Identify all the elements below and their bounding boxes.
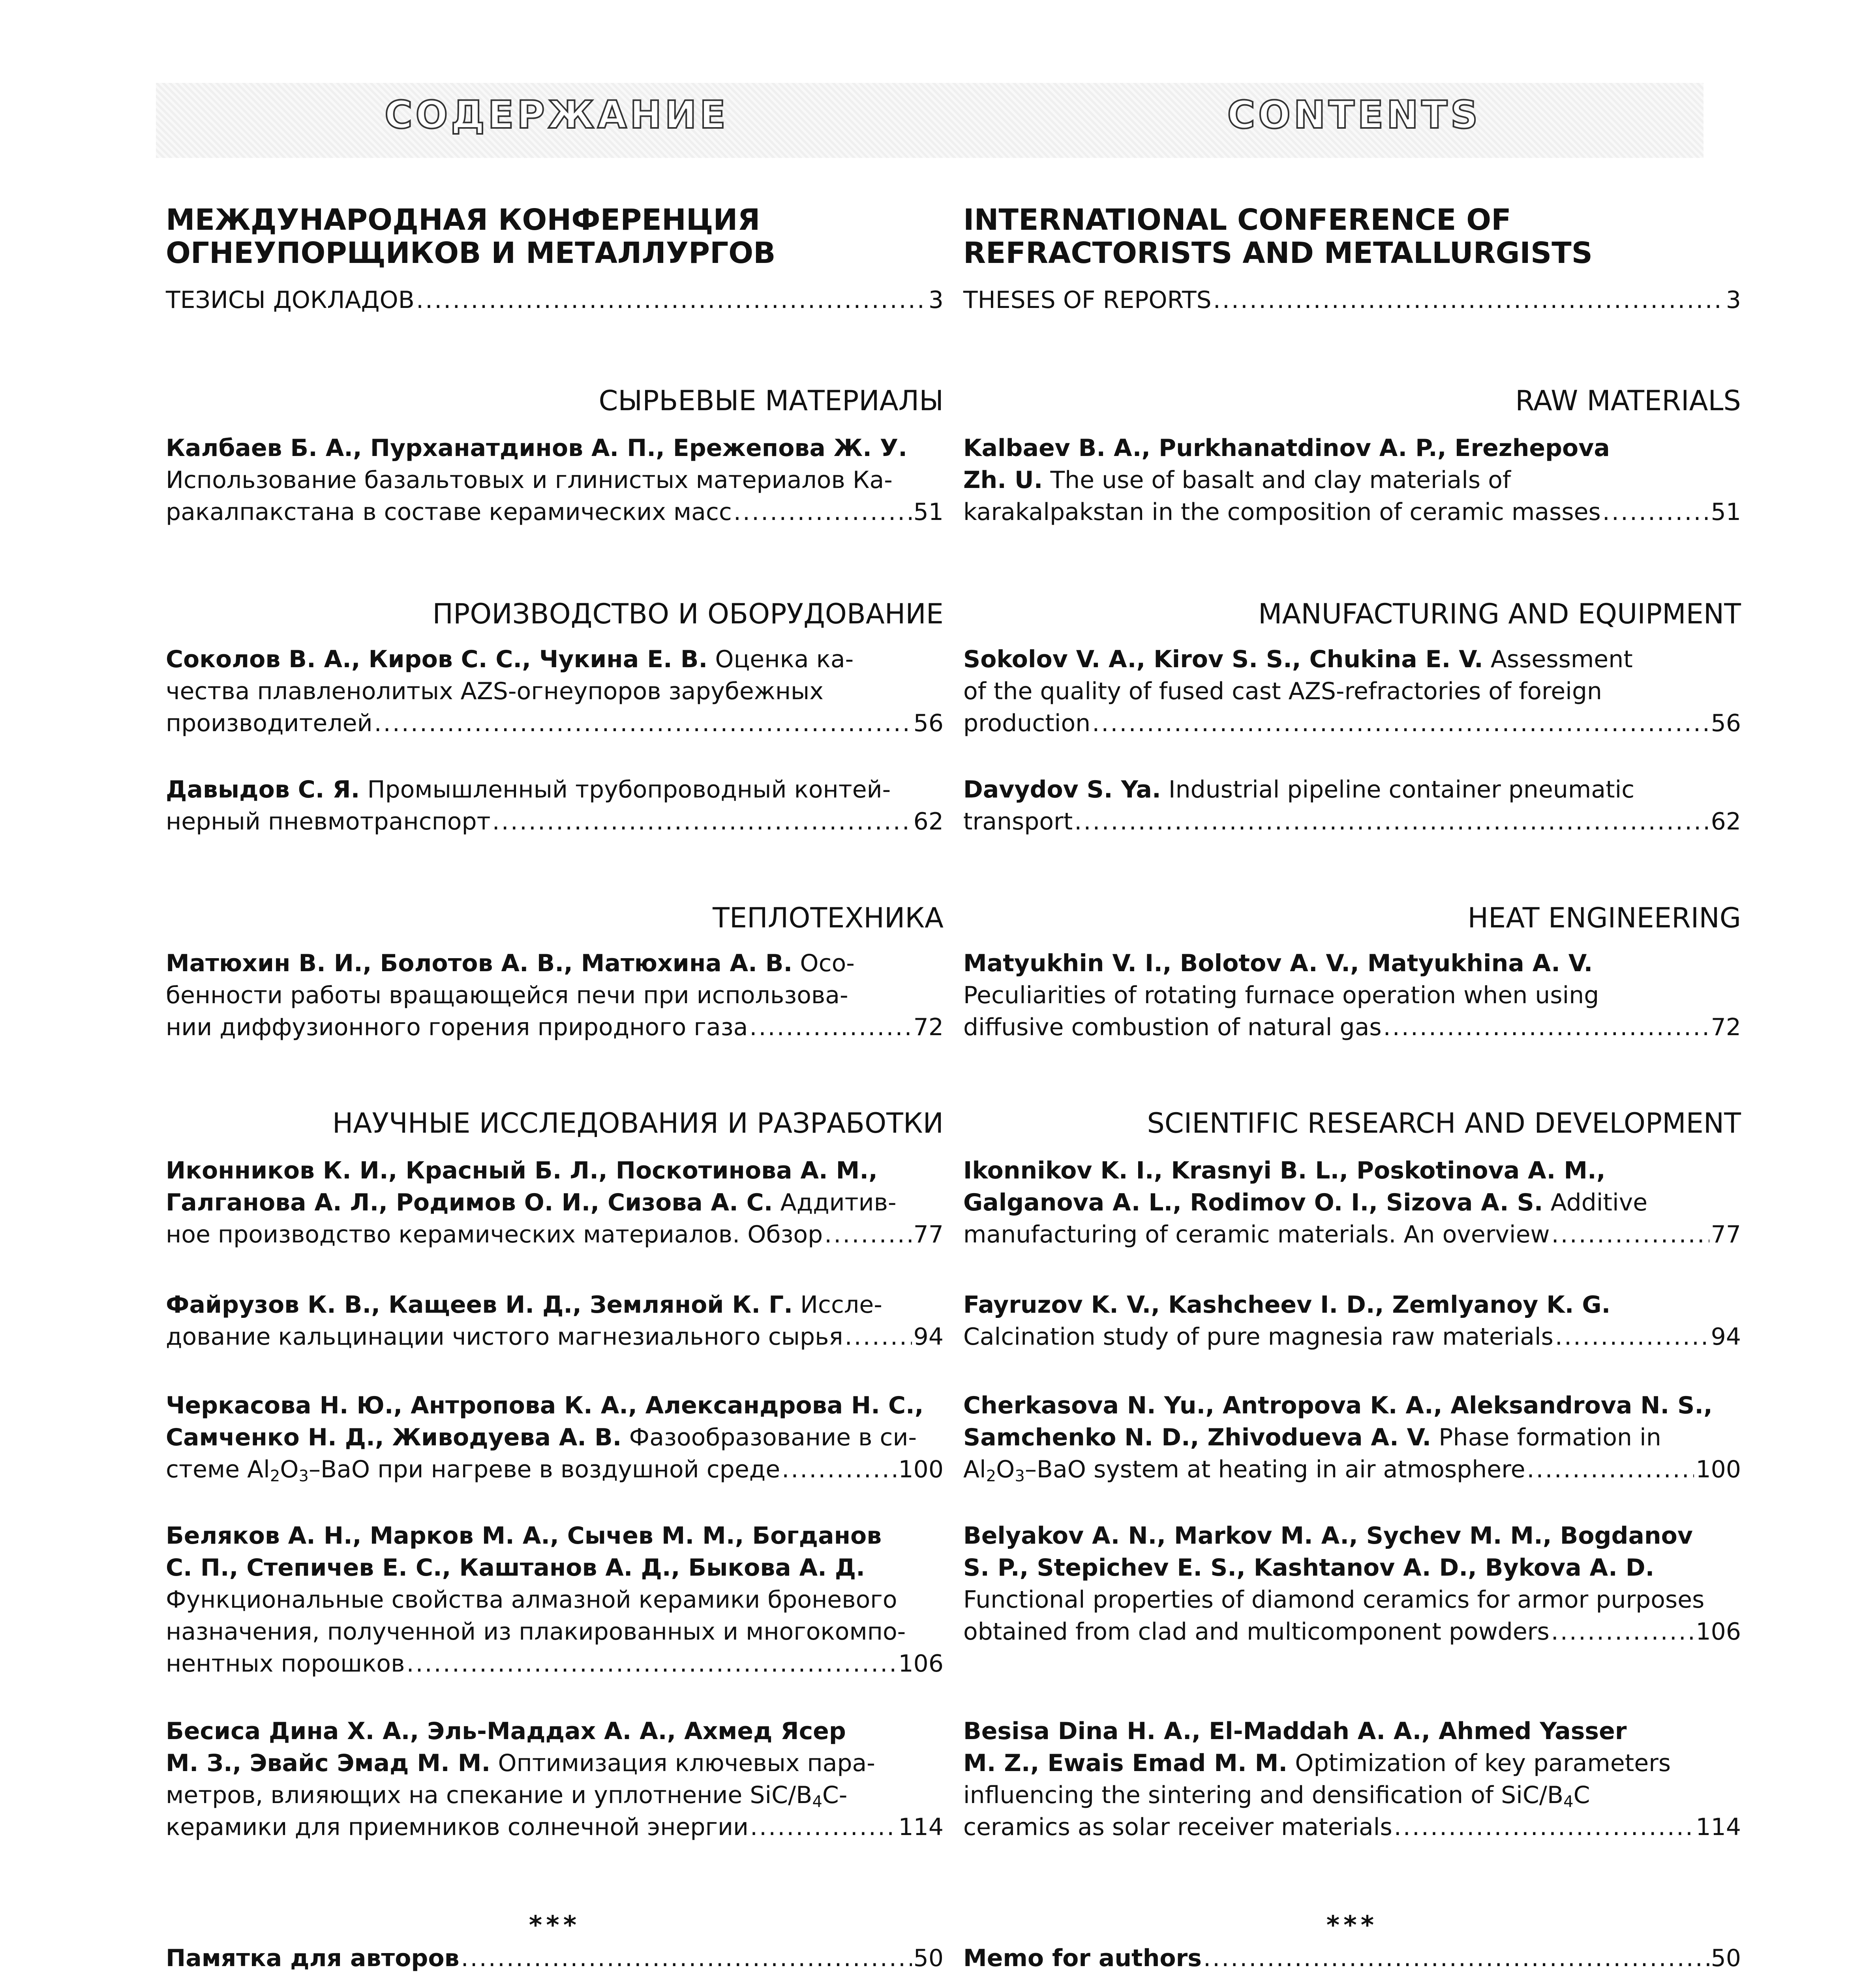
section-heading: ПРОИЗВОДСТВО И ОБОРУДОВАНИЕ [432, 598, 944, 630]
header-title-en: CONTENTS [1227, 93, 1481, 137]
section-heading: RAW MATERIALS [1515, 385, 1741, 417]
toc-entry[interactable]: Kalbaev B. A., Purkhanatdinov A. P., Erezhepova Zh. U. The use of basalt and clay materials of karakalpakstan in the composition of ceramic masses ..... 51 [963, 432, 1741, 528]
toc-entry-memo[interactable]: Memo for authors ..... 50 [963, 1942, 1741, 1974]
toc-entry[interactable]: Давыдов С. Я. Промышленный трубопроводный контей- нерный пневмотранспорт ..... 62 [166, 774, 944, 838]
page-number: 3 [928, 286, 944, 314]
toc-entry[interactable]: Belyakov A. N., Markov M. A., Sychev M. M., Bogdanov S. P., Stepichev E. S., Kashtanov A. D., Bykova A. D. Functional properties of diamond ceramics for armor purposes obtained from clad and multicomponent powders ..... 106 [963, 1520, 1741, 1648]
toc-entry[interactable]: Sokolov V. A., Kirov S. S., Chukina E. V. Assessment of the quality of fused cast AZS-refractories of foreign production ..... 56 [963, 644, 1741, 739]
toc-entry[interactable]: Ikonnikov K. I., Krasnyi B. L., Poskotinova A. M., Galganova A. L., Rodimov O. I., Sizova A. S. Additive manufacturing of ceramic materials. An overview ..... 77 [963, 1155, 1741, 1251]
conference-title: МЕЖДУНАРОДНАЯ КОНФЕРЕНЦИЯ ОГНЕУПОРЩИКОВ И МЕТАЛЛУРГОВ [166, 203, 776, 270]
toc-entry-theses[interactable]: ТЕЗИСЫ ДОКЛАДОВ ..... 3 [166, 284, 944, 316]
entry-authors: Калбаев Б. А., Пурханатдинов А. П., Ережепова Ж. У. [166, 434, 907, 462]
toc-entry-theses[interactable]: THESES OF REPORTS ..... 3 [963, 284, 1741, 316]
toc-entry[interactable]: Davydov S. Ya. Industrial pipeline container pneumatic transport ..... 62 [963, 774, 1741, 838]
section-heading: MANUFACTURING AND EQUIPMENT [1258, 598, 1741, 630]
section-heading: СЫРЬЕВЫЕ МАТЕРИАЛЫ [598, 385, 944, 417]
toc-entry[interactable]: Иконников К. И., Красный Б. Л., Поскотинова А. М., Галганова А. Л., Родимов О. И., Сизова А. С. Аддитив- ное производство керамических материалов. Обзор ..... 77 [166, 1155, 944, 1251]
conference-title: INTERNATIONAL CONFERENCE OF REFRACTORISTS AND METALLURGISTS [963, 203, 1593, 270]
section-heading: HEAT ENGINEERING [1467, 902, 1741, 934]
header-title-ru: СОДЕРЖАНИЕ [385, 93, 729, 137]
toc-entry[interactable]: Бесиса Дина Х. А., Эль-Маддах А. А., Ахмед Ясер М. З., Эвайс Эмад М. М. Оптимизация ключевых пара- метров, влияющих на спекание и уплотнение SiC/$B_4C-$ керамики для приемников солнечной энергии ..... 114 [166, 1715, 944, 1843]
separator-stars: *** [529, 1911, 581, 1940]
separator-stars: *** [1326, 1911, 1378, 1940]
toc-entry-memo[interactable]: Памятка для авторов ..... 50 [166, 1942, 944, 1974]
toc-entry[interactable]: Матюхин В. И., Болотов А. В., Матюхина А. В. Осо- бенности работы вращающейся печи при использова- нии диффузионного горения природного газа ..... 72 [166, 948, 944, 1043]
toc-entry[interactable]: Беляков А. Н., Марков М. А., Сычев М. М., Богданов С. П., Степичев Е. С., Каштанов А. Д., Быкова А. Д. Функциональные свойства алмазной керамики броневого назначения, полученной из плакированных и многокомпо- нентных порошков ..... 106 [166, 1520, 944, 1680]
toc-entry[interactable]: Соколов В. А., Киров С. С., Чукина Е. В. Оценка ка- чества плавленолитых AZS-огнеупоров зарубежных производителей ..... 56 [166, 644, 944, 739]
toc-entry[interactable]: Файрузов К. В., Кащеев И. Д., Земляной К. Г. Иссле- дование кальцинации чистого магнезиального сырья ..... 94 [166, 1289, 944, 1353]
toc-entry[interactable]: Cherkasova N. Yu., Antropova K. A., Aleksandrova N. S., Samchenko N. D., Zhivodueva A. V. Phase formation in $Al_2O_3$–BaO system at heating in air atmosphere ..... 100 [963, 1390, 1741, 1486]
section-heading: ТЕПЛОТЕХНИКА [713, 902, 944, 934]
toc-entry[interactable]: Калбаев Б. А., Пурханатдинов А. П., Ережепова Ж. У. Использование базальтовых и глинистых материалов Ка- ракалпакстана в составе керамических масс ..... 51 [166, 432, 944, 528]
toc-entry[interactable]: Черкасова Н. Ю., Антропова К. А., Александрова Н. С., Самченко Н. Д., Живодуева А. В. Фазообразование в си- стеме $Al_2O_3$–BaO при нагреве в воздушной среде ..... 100 [166, 1390, 944, 1486]
section-heading: SCIENTIFIC RESEARCH AND DEVELOPMENT [1147, 1107, 1741, 1139]
section-heading: НАУЧНЫЕ ИССЛЕДОВАНИЯ И РАЗРАБОТКИ [332, 1107, 944, 1139]
toc-entry[interactable]: Matyukhin V. I., Bolotov A. V., Matyukhina A. V. Peculiarities of rotating furnace operation when using diffusive combustion of natural gas ..... 72 [963, 948, 1741, 1043]
toc-entry[interactable]: Fayruzov K. V., Kashcheev I. D., Zemlyanoy K. G. Calcination study of pure magnesia raw materials ..... 94 [963, 1289, 1741, 1353]
toc-entry[interactable]: Besisa Dina H. A., El-Maddah A. A., Ahmed Yasser M. Z., Ewais Emad M. M. Optimization of key parameters influencing the sintering and densification of SiC/$B_4C$ ceramics as solar receiver materials ..... 114 [963, 1715, 1741, 1843]
